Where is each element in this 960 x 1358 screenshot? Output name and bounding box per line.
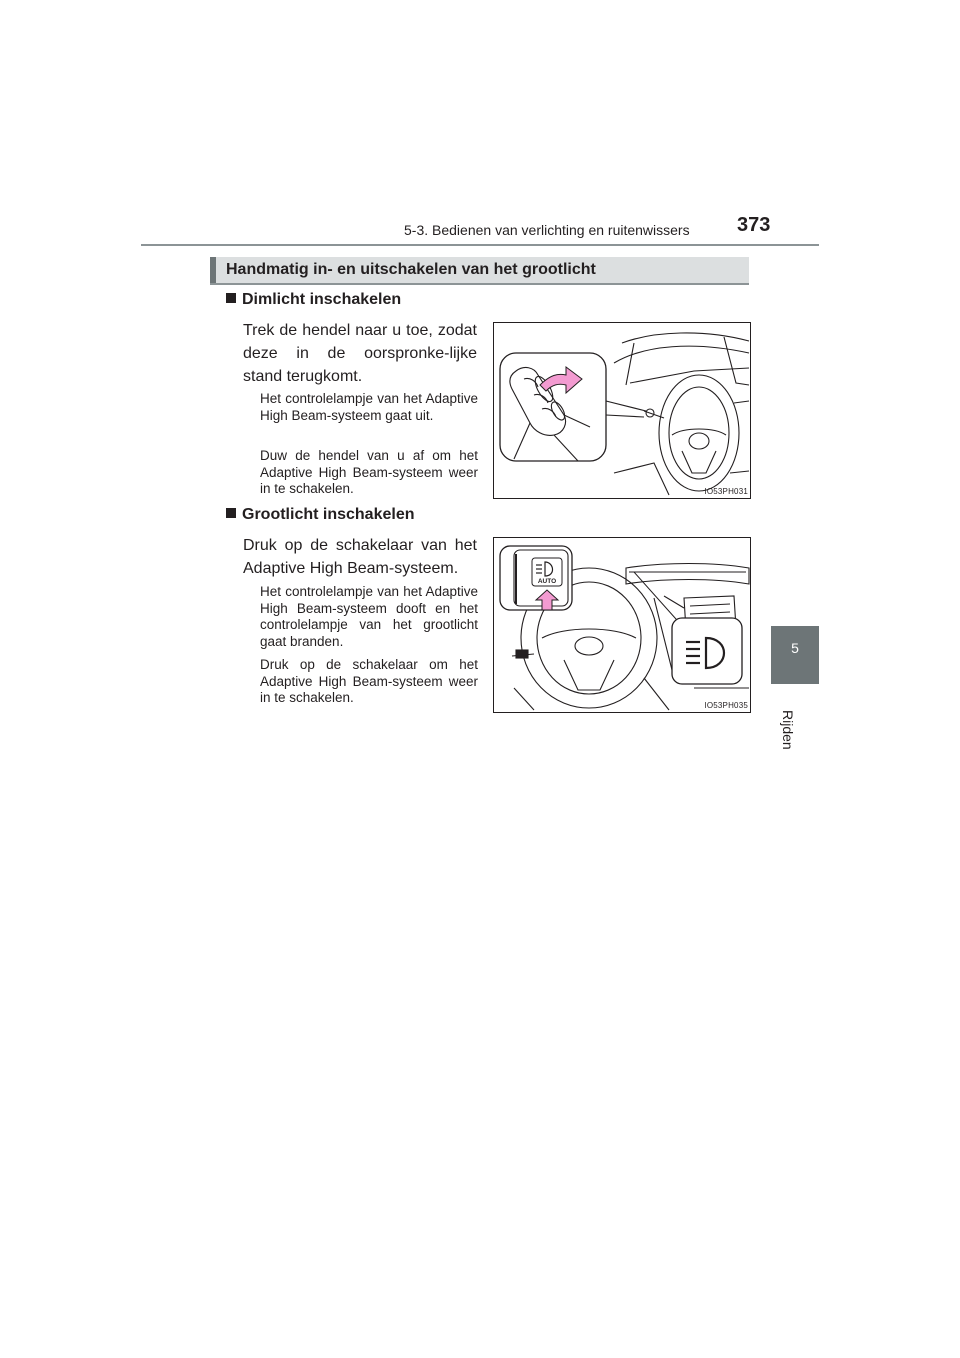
note-high-beam-1: Het controlelampje van het Adaptive High Beam-systeem dooft en het controlelampje van het grootlicht gaat branden.: [260, 584, 478, 649]
lever-illustration: [494, 323, 750, 498]
header-section-title: 5-3. Bedienen van verlichting en ruitenwissers: [404, 222, 690, 238]
chapter-number: 5: [791, 640, 799, 656]
square-bullet-icon: [226, 293, 236, 303]
instruction-low-beam: Trek de hendel naar u toe, zodat deze in de oorspronke-lijke stand terugkomt.: [243, 322, 477, 385]
square-bullet-icon: [226, 508, 236, 518]
figure-code: IO53PH031: [704, 487, 748, 496]
note-low-beam-1: Het controlelampje van het Adaptive High Beam-systeem gaat uit.: [260, 391, 478, 423]
figure-high-beam-switch: [493, 537, 751, 713]
switch-illustration: [494, 538, 750, 712]
header-rule: [141, 244, 819, 246]
subheading-high-beam: Grootlicht inschakelen: [226, 506, 414, 524]
section-heading: [210, 257, 749, 285]
figure-headlight-lever: [493, 322, 751, 499]
section-heading-text: Handmatig in- en uitschakelen van het grootlicht: [226, 261, 596, 278]
note-high-beam-2: Druk op de schakelaar om het Adaptive High Beam-systeem weer in te schakelen.: [260, 657, 478, 705]
instruction-high-beam: Druk op de schakelaar van het Adaptive High Beam-systeem.: [243, 537, 477, 577]
subheading-low-beam: Dimlicht inschakelen: [226, 291, 401, 309]
chapter-label: Rijden: [780, 710, 796, 750]
section-heading-bar: [210, 257, 216, 283]
page-number: 373: [737, 214, 771, 236]
note-low-beam-2: Duw de hendel van u af om het Adaptive High Beam-systeem weer in te schakelen.: [260, 448, 478, 496]
switch-auto-label: AUTO: [537, 578, 557, 585]
figure-code: IO53PH035: [704, 701, 748, 710]
